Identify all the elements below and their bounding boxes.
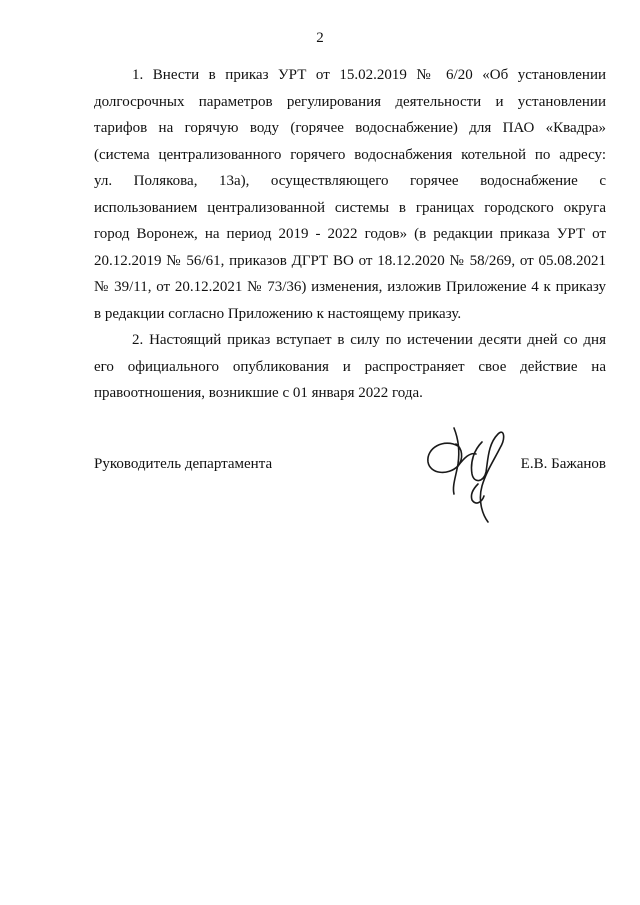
text-line: № 39/11, от 20.12.2021 № 73/36) изменения, изложив Приложение 4 к приказу (94, 279, 606, 295)
text-line: ул. Полякова, 13а), осуществляющего горячее водоснабжение с (94, 173, 606, 189)
text-line: долгосрочных параметров регулирования деятельности и установлении (94, 93, 606, 110)
paragraph-2 (94, 327, 606, 407)
document-body (94, 62, 606, 407)
handwritten-signature (418, 414, 518, 526)
signature-block (94, 455, 606, 479)
text-line: 2. Настоящий приказ вступает в силу по истечении десяти дней со дня (132, 332, 606, 348)
text-line: город Воронеж, на период 2019 - 2022 годов» (в редакции приказа УРТ от (94, 226, 606, 242)
text-line: (система централизованного горячего водоснабжения котельной по адресу: (94, 146, 606, 163)
paragraph-1 (94, 62, 606, 327)
text-line: тарифов на горячую воду (горячее водоснабжение) для ПАО «Квадра» (94, 120, 606, 136)
text-line: правоотношения, возникшие с 01 января 2022 года. (94, 385, 423, 401)
text-line: 20.12.2019 № 56/61, приказов ДГРТ ВО от 18.12.2020 № 58/269, от 05.08.2021 (94, 252, 606, 269)
signatory-title: Руководитель департамента (94, 456, 273, 472)
signatory-name: Е.В. Бажанов (520, 456, 606, 472)
text-line: 1. Внести в приказ УРТ от 15.02.2019 № 6/20 «Об установлении (132, 67, 606, 83)
text-line: использованием централизованной системы в границах городского округа (94, 199, 606, 216)
text-line: его официального опубликования и распространяет свое действие на (94, 358, 606, 375)
text-line: в редакции согласно Приложению к настоящему приказу. (94, 305, 462, 322)
page-number: 2 (316, 30, 324, 46)
